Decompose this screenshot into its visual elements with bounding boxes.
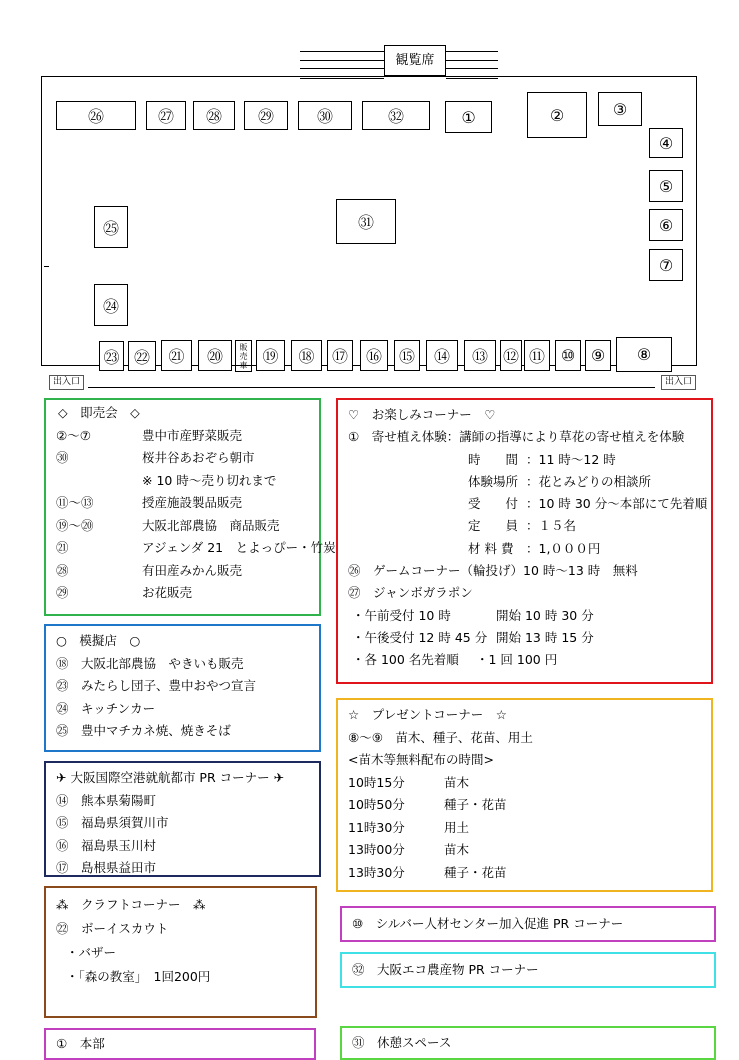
list-item: ㉔ キッチンカー: [56, 700, 156, 716]
booth-19: ⑲: [256, 340, 285, 371]
list-item: ⑱ 大阪北部農協 やきいも販売: [56, 655, 244, 671]
schedule-row: 13時30分 種子・花苗: [348, 864, 507, 880]
list-item: ㉕ 豊中マチカネ焼、焼きそば: [56, 723, 231, 738]
booth-29: ㉙: [244, 101, 288, 130]
booth-3: ③: [598, 92, 642, 126]
detail-row: 体験場所 ：花とみどりの相談所: [468, 473, 652, 489]
booth-14: ⑭: [426, 340, 458, 371]
craft-title: ⁂ クラフトコーナー ⁂: [56, 897, 206, 912]
booth-30: ㉚: [298, 101, 352, 130]
list-item: ㉘ 有田産みかん販売: [56, 562, 243, 578]
gacha-am: ・午前受付 10 時 開始 10 時 30 分: [352, 607, 594, 623]
otanoshimi-title: ♡ お楽しみコーナー ♡: [348, 407, 496, 422]
gate-right: 出入口: [661, 375, 696, 390]
present-title: ☆ プレゼントコーナー ☆: [348, 707, 507, 722]
grandstand-label: 観覧席: [384, 45, 446, 76]
booth-8: ⑧: [616, 337, 672, 372]
honbu-box: [44, 1028, 316, 1060]
rest-text: ㉛ 休憩スペース: [352, 1035, 452, 1050]
detail-row: 定 員 ：１５名: [468, 518, 577, 534]
list-item: ⑯ 福島県玉川村: [56, 837, 157, 853]
booth-4: ④: [649, 128, 683, 158]
booth-24: ㉔: [94, 284, 128, 326]
booth-32: ㉜: [362, 101, 430, 130]
list-item: ㉑ アジェンダ 21 とよっぴー・竹炭: [56, 540, 336, 555]
rest-box: [340, 1026, 716, 1060]
booth-6: ⑥: [649, 209, 683, 241]
craft-box: [44, 886, 317, 1018]
mogiten-title: ○ 模擬店 ○: [56, 633, 141, 648]
booth-26: ㉖: [56, 101, 136, 130]
silver-text: ⑩ シルバー人材センター加入促進 PR コーナー: [352, 916, 624, 931]
airport-box: [44, 761, 321, 877]
booth-11: ⑪: [524, 340, 550, 371]
silver-box: [340, 906, 716, 942]
list-item: ⑰ 島根県益田市: [56, 860, 157, 875]
booth-1: ①: [445, 101, 492, 133]
sales-car: [235, 340, 252, 372]
sales-car-char: 売: [239, 351, 248, 361]
booth-25: ㉕: [94, 206, 128, 248]
eco-text: ㉜ 大阪エコ農産物 PR コーナー: [352, 962, 539, 977]
field-tick: [44, 266, 49, 267]
booth-2: ②: [527, 92, 587, 138]
gate-left: 出入口: [49, 375, 84, 390]
booth-13: ⑬: [464, 340, 496, 371]
booth-17: ⑰: [327, 340, 353, 371]
booth-18: ⑱: [291, 340, 322, 371]
gacha-corner: ㉗ ジャンボガラポン: [348, 585, 473, 601]
list-item: ・バザー: [66, 945, 117, 960]
list-item: ㉒ ボーイスカウト: [56, 921, 169, 936]
present-items: ⑧～⑨ 苗木、種子、花苗、用土: [348, 729, 533, 745]
list-item: ㉚ 桜井谷あおぞら朝市: [56, 450, 255, 465]
grandstand-right-lines: [446, 51, 498, 79]
sokubai-box: [44, 398, 336, 616]
booth-27: ㉗: [146, 101, 186, 130]
sokubai-title: ◇ 即売会 ◇: [58, 405, 140, 420]
booth-23: ㉓: [99, 341, 124, 371]
schedule-row: 10時15分 苗木: [348, 774, 470, 790]
field-bottom-line: [88, 387, 655, 388]
booth-5: ⑤: [649, 170, 683, 202]
booth-16: ⑯: [360, 340, 388, 371]
booth-20: ⑳: [198, 340, 232, 371]
sales-car-char: 車: [239, 360, 248, 370]
booth-12: ⑫: [500, 340, 522, 371]
gacha-pm: ・午後受付 12 時 45 分 開始 13 時 15 分: [352, 629, 594, 645]
eco-box: [340, 952, 716, 988]
otanoshimi-box: [336, 398, 713, 684]
detail-row: 時 間 ：11 時～12 時: [468, 451, 616, 467]
present-box: [336, 698, 713, 892]
mogiten-box: [44, 624, 321, 752]
detail-row: 材 料 費 ：1,０００円: [468, 540, 601, 556]
list-item: ㉙ お花販売: [56, 585, 193, 600]
grandstand-left-lines: [300, 51, 384, 79]
booth-21: ㉑: [161, 340, 192, 371]
schedule-row: 13時00分 苗木: [348, 842, 470, 857]
gacha-limit: ・各 100 名先着順 ・1 回 100 円: [352, 652, 558, 668]
booth-10: ⑩: [555, 340, 581, 371]
list-item: ⑭ 熊本県菊陽町: [56, 792, 157, 808]
booth-9: ⑨: [585, 340, 611, 371]
list-item: ㉓ みたらし団子、豊中おやつ宣言: [56, 678, 257, 693]
schedule-row: 10時50分 種子・花苗: [348, 797, 507, 812]
schedule-row: 11時30分 用土: [348, 819, 470, 835]
booth-28: ㉘: [193, 101, 235, 130]
booth-22: ㉒: [128, 341, 156, 371]
list-item: ⑪～⑬ 授産施設製品販売: [56, 495, 243, 510]
game-corner: ㉖ ゲームコーナー（輪投げ）10 時～13 時 無料: [348, 563, 638, 579]
list-item: ②～⑦ 豊中市産野菜販売: [56, 427, 243, 443]
list-item: ⑮ 福島県須賀川市: [56, 815, 169, 830]
otanoshimi-line1: ① 寄せ植え体験：講師の指導により草花の寄せ植えを体験: [348, 429, 685, 445]
booth-31: ㉛: [336, 199, 396, 244]
present-subtitle: <苗木等無料配布の時間>: [348, 752, 494, 767]
list-item: ⑲～⑳ 大阪北部農協 商品販売: [56, 517, 280, 533]
booth-7: ⑦: [649, 249, 683, 281]
list-item: ・「森の教室」 1回200円: [66, 969, 211, 984]
honbu-text: ① 本部: [56, 1036, 105, 1051]
list-item: ※ 10 時～売り切れまで: [142, 472, 277, 488]
airport-title: ✈ 大阪国際空港就航都市 PR コーナー ✈: [56, 770, 285, 785]
detail-row: 受 付 ：10 時 30 分～本部にて先着順: [468, 496, 708, 512]
sales-car-char: 販: [239, 342, 248, 352]
booth-15: ⑮: [394, 340, 420, 371]
